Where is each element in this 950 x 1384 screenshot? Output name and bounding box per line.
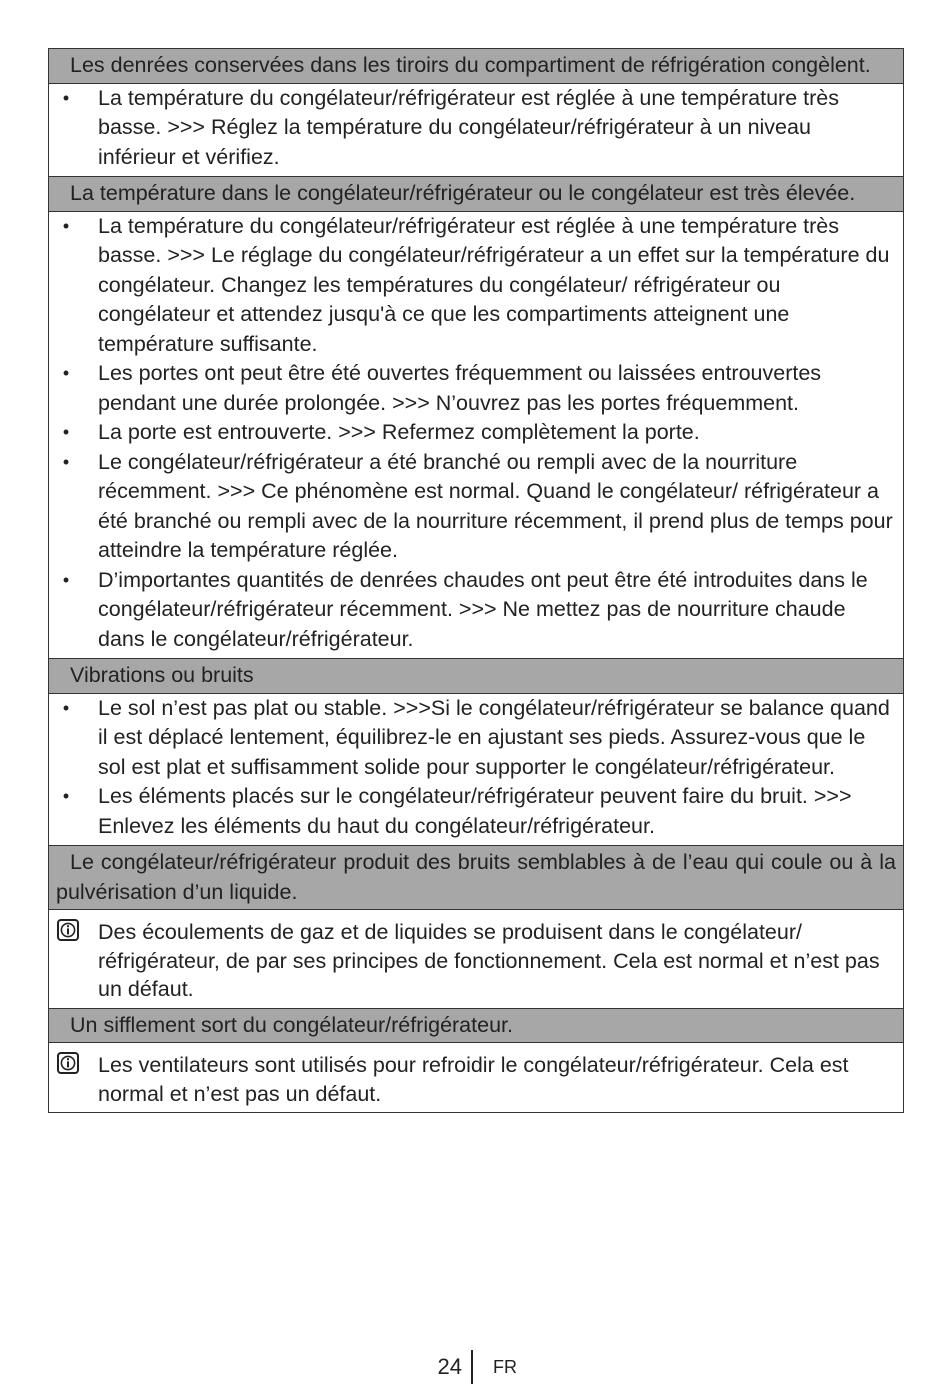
section-body <box>49 694 903 847</box>
item-text: Le sol n’est pas plat ou stable. >>>Si le congélateur/réfrigérateur se balance quand il est déplacé lentement, équilibrez-le en ajustant ses pieds. Assurez-vous que le sol est plat et suffisamment solide pour supporter le congélateur/réfrigérateur. <box>98 695 890 779</box>
item-text: La température du congélateur/réfrigérateur est réglée à une température très basse. >>> Réglez la température du congélateur/réfrigérateur à un niveau inférieur et vérifiez. <box>98 85 839 169</box>
page-number: 24 <box>437 1354 462 1379</box>
info-text: Des écoulements de gaz et de liquides se produisent dans le congélateur/ réfrigérateur, de par ses principes de fonctionnement. Cela est normal et n’est pas un défaut. <box>98 920 880 1001</box>
item-text: Les portes ont peut être été ouvertes fréquemment ou laissées entrouvertes pendant une durée prolongée. >>> N’ouvrez pas les portes fréquemment. <box>98 361 822 415</box>
info-text: Les ventilateurs sont utilisés pour refroidir le congélateur/réfrigérateur. Cela est normal et n’est pas un défaut. <box>98 1053 849 1106</box>
section-body <box>49 84 903 178</box>
section-header: Un sifflement sort du congélateur/réfrigérateur. <box>49 1009 903 1044</box>
section-header: Le congélateur/réfrigérateur produit des bruits semblables à de l’eau qui coule ou à la pulvérisation d’un liquide. <box>49 846 903 910</box>
section-header: La température dans le congélateur/réfrigérateur ou le congélateur est très élevée. <box>49 177 903 212</box>
section-header: Vibrations ou bruits <box>49 659 903 694</box>
footer-divider <box>471 1350 473 1384</box>
list-item <box>49 212 903 360</box>
bullet-icon: • <box>62 422 70 442</box>
section-body <box>49 212 903 660</box>
bullet-icon: • <box>62 363 70 383</box>
bullet-icon: • <box>62 451 70 472</box>
info-note <box>49 1043 903 1108</box>
troubleshooting-table <box>48 48 904 1113</box>
list-item <box>49 782 903 841</box>
item-text: La porte est entrouverte. >>> Refermez complètement la porte. <box>98 420 700 444</box>
item-text: La température du congélateur/réfrigérateur est réglée à une température très basse. >>> Le réglage du congélateur/réfrigérateur a un effet sur la température du congélateur. Changez les températures du congélateur/ réfrigérateur ou congélateur et attendez jusqu'à ce que les compartiments atteignent une température suffisante. <box>98 213 890 356</box>
section-header: Les denrées conservées dans les tiroirs du compartiment de réfrigération congèlent. <box>49 49 903 84</box>
info-icon <box>57 919 79 941</box>
item-text: Les éléments placés sur le congélateur/réfrigérateur peuvent faire du bruit. >>> Enlevez les éléments du haut du congélateur/réfrigérateur. <box>98 784 852 838</box>
bullet-icon: • <box>62 786 70 806</box>
list-item <box>49 359 903 418</box>
list-item <box>49 84 903 173</box>
bullet-icon: • <box>62 697 70 718</box>
bullet-icon: • <box>62 569 70 590</box>
page-footer <box>0 1350 950 1384</box>
list-item <box>49 566 903 655</box>
info-icon <box>57 1052 79 1074</box>
section-body <box>49 1043 903 1112</box>
item-text: D’importantes quantités de denrées chaudes ont peut être été introduites dans le congélateur/réfrigérateur récemment. >>> Ne mettez pas de nourriture chaude dans le congélateur/réfrigérateur. <box>98 567 868 651</box>
list-item <box>49 694 903 783</box>
bullet-icon: • <box>62 87 70 108</box>
language-code: FR <box>493 1357 517 1377</box>
item-text: Le congélateur/réfrigérateur a été branché ou rempli avec de la nourriture récemment. >>> Ce phénomène est normal. Quand le congélateur/ réfrigérateur a été branché ou rempli avec de la nourriture récemment, il prend plus de temps pour atteindre la température réglée. <box>98 449 893 562</box>
list-item <box>49 448 903 566</box>
list-item <box>49 418 903 448</box>
info-note <box>49 910 903 1004</box>
bullet-icon: • <box>62 215 70 236</box>
section-body <box>49 910 903 1009</box>
